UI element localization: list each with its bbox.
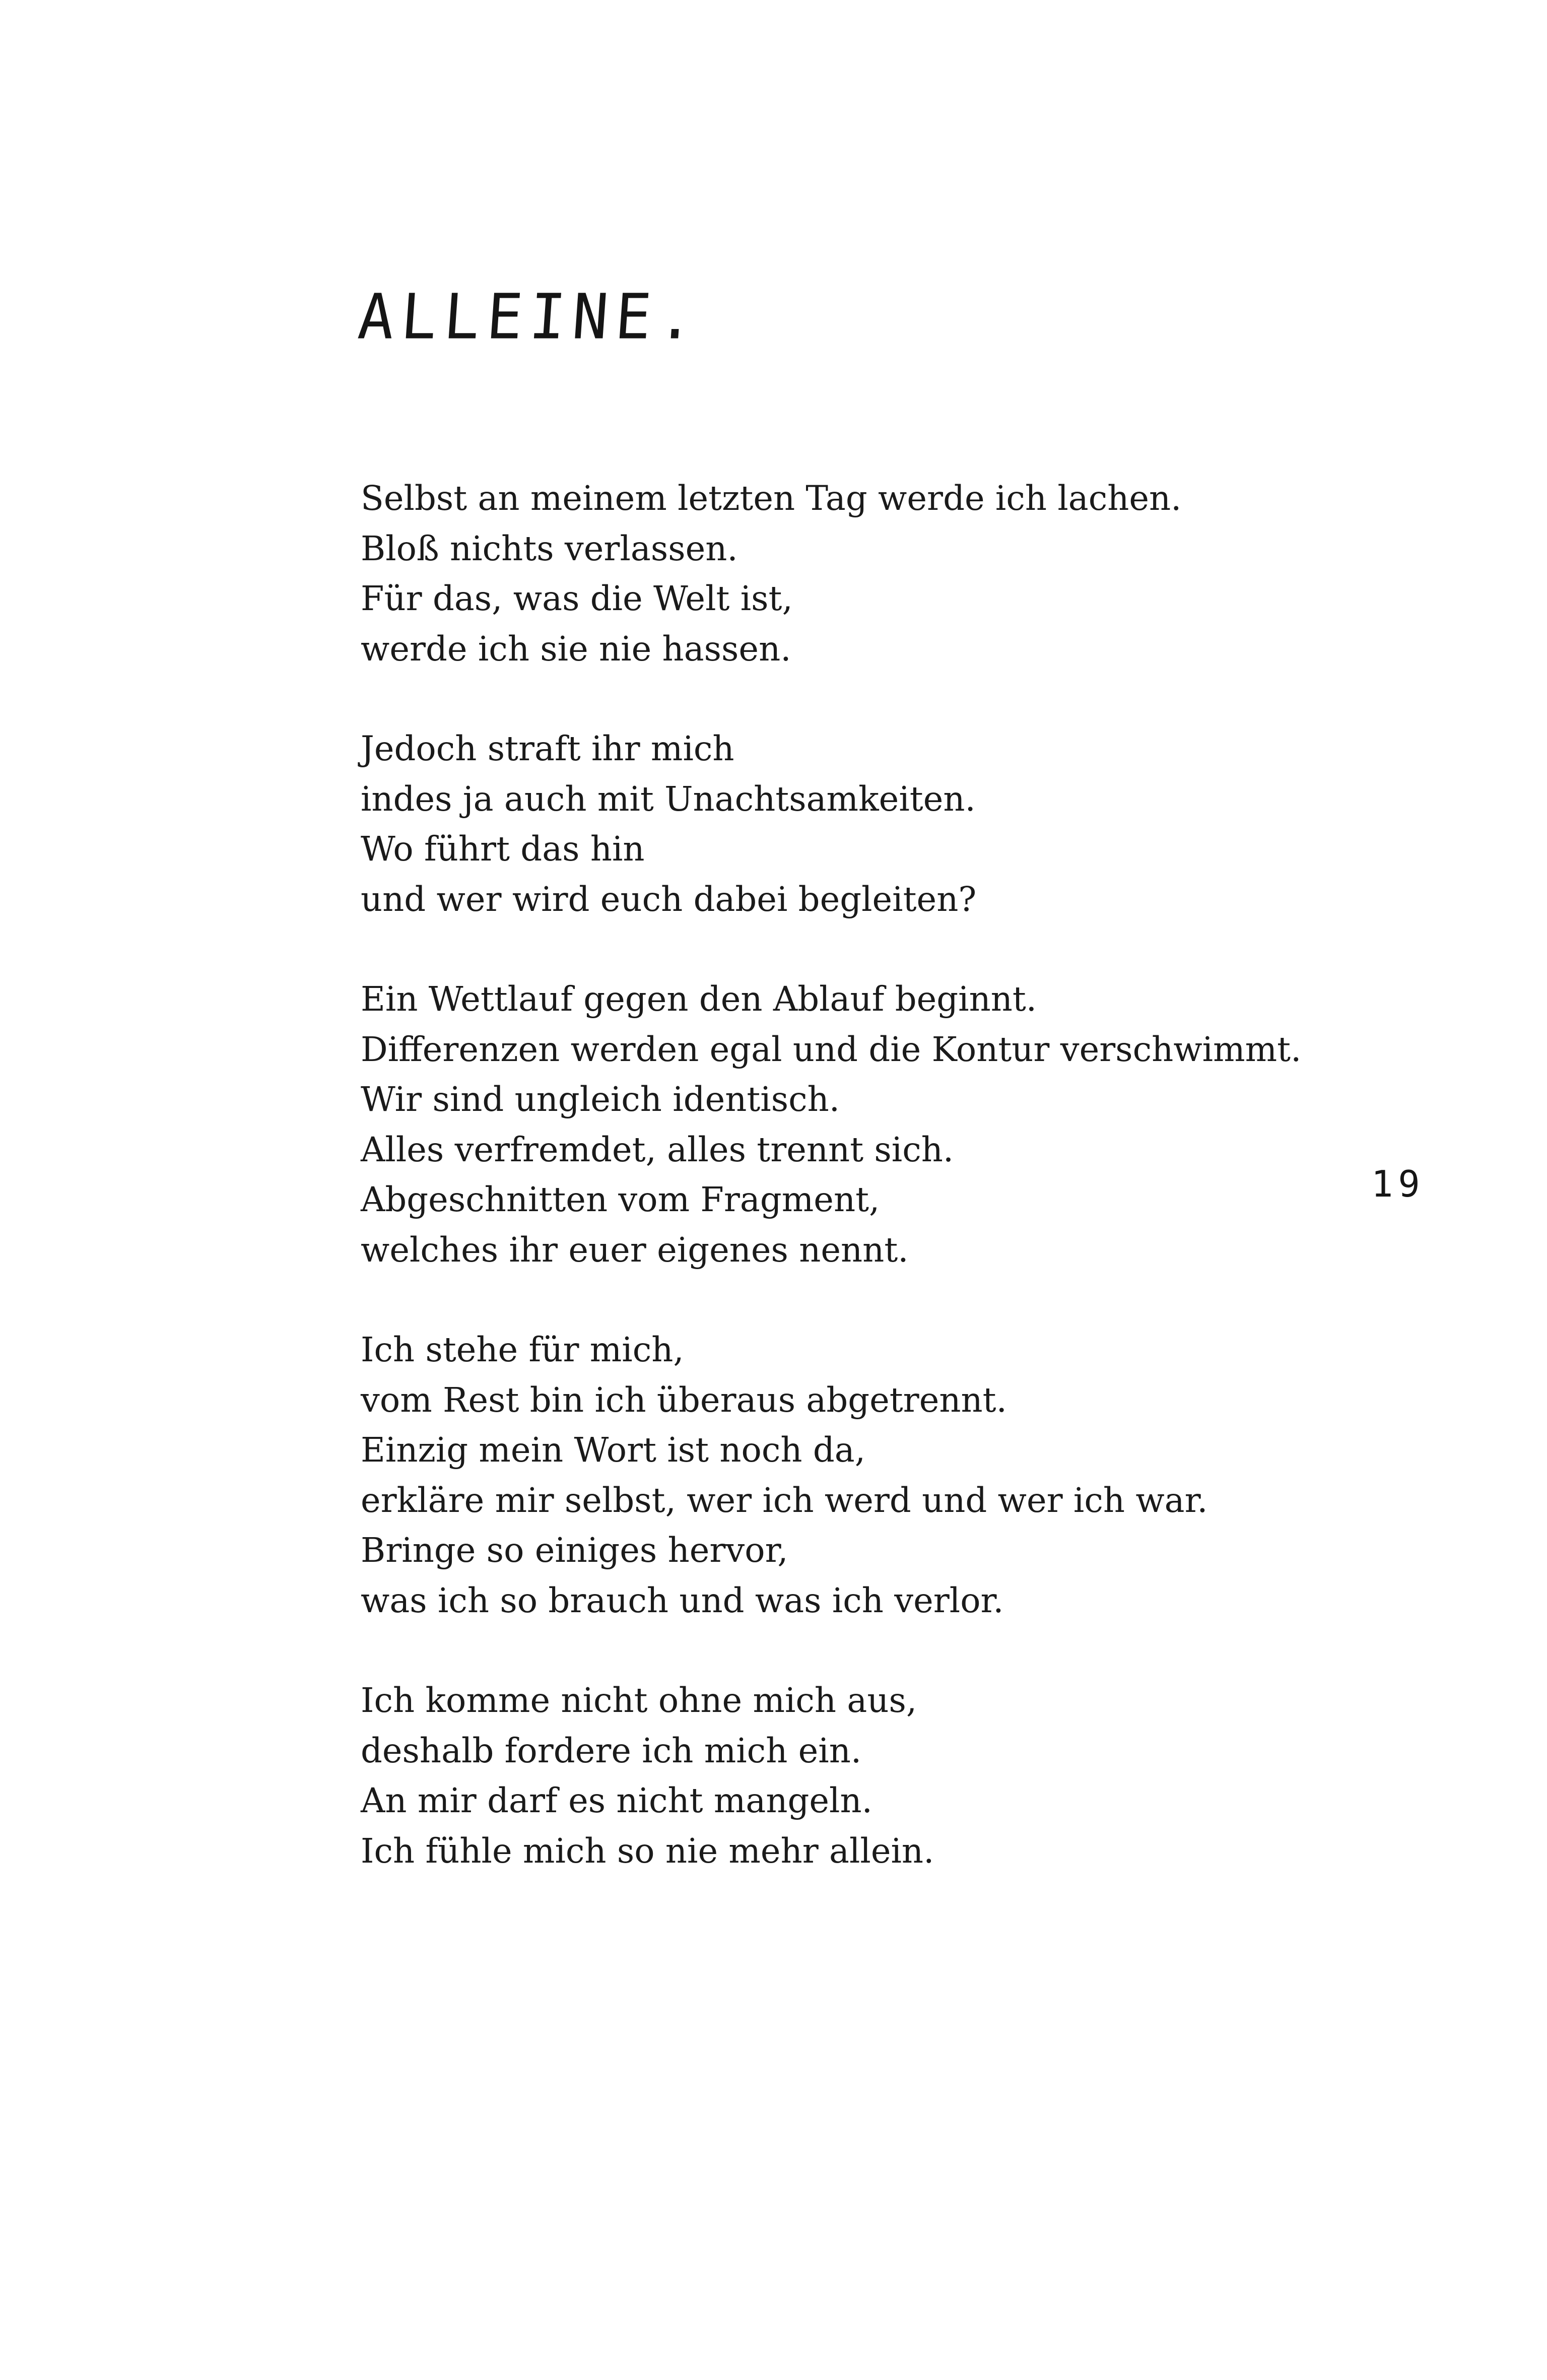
poem-line: und wer wird euch dabei begleiten? [361, 879, 977, 919]
poem-line: Für das, was die Welt ist, [361, 579, 793, 618]
poem-line: Einzig mein Wort ist noch da, [361, 1430, 865, 1470]
stanza-5 [361, 1676, 1318, 1876]
poem-line: Abgeschnitten vom Fragment, [361, 1180, 880, 1219]
poem-line: Bloß nichts verlassen. [361, 528, 738, 568]
page-number: 19 [1371, 1163, 1425, 1205]
poem-title: ALLEINE. [356, 280, 704, 353]
poem-line: Differenzen werden egal und die Kontur verschwimmt. [361, 1029, 1302, 1069]
poem-line: Wo führt das hin [361, 829, 645, 869]
stanza-1 [361, 474, 1318, 674]
poem-line: was ich so brauch und was ich verlor. [361, 1580, 1004, 1620]
poem-line: welches ihr euer eigenes nennt. [361, 1230, 909, 1270]
poem-line: Selbst an meinem letzten Tag werde ich lachen. [361, 479, 1182, 518]
poem-line: deshalb fordere ich mich ein. [361, 1731, 862, 1770]
stanza-3 [361, 974, 1318, 1275]
poem-line: werde ich sie nie hassen. [361, 629, 791, 669]
poem-line: vom Rest bin ich überaus abgetrennt. [361, 1380, 1007, 1420]
poem-line: Bringe so einiges hervor, [361, 1531, 788, 1570]
poem-line: Alles verfremdet, alles trennt sich. [361, 1130, 954, 1169]
stanza-2 [361, 724, 1318, 924]
poem-line: Ich stehe für mich, [361, 1330, 684, 1369]
stanza-4 [361, 1325, 1318, 1626]
poem-body [361, 474, 1318, 1876]
poem-line: Jedoch straft ihr mich [361, 729, 734, 768]
poem-line: Wir sind ungleich identisch. [361, 1080, 840, 1119]
poem-line: Ich fühle mich so nie mehr allein. [361, 1831, 934, 1871]
poem-line: Ein Wettlauf gegen den Ablauf beginnt. [361, 979, 1037, 1019]
poem-line: An mir darf es nicht mangeln. [361, 1781, 872, 1820]
poem-line: erkläre mir selbst, wer ich werd und wer ich war. [361, 1480, 1208, 1520]
poem-line: Ich komme nicht ohne mich aus, [361, 1681, 917, 1720]
poem-line: indes ja auch mit Unachtsamkeiten. [361, 779, 976, 819]
